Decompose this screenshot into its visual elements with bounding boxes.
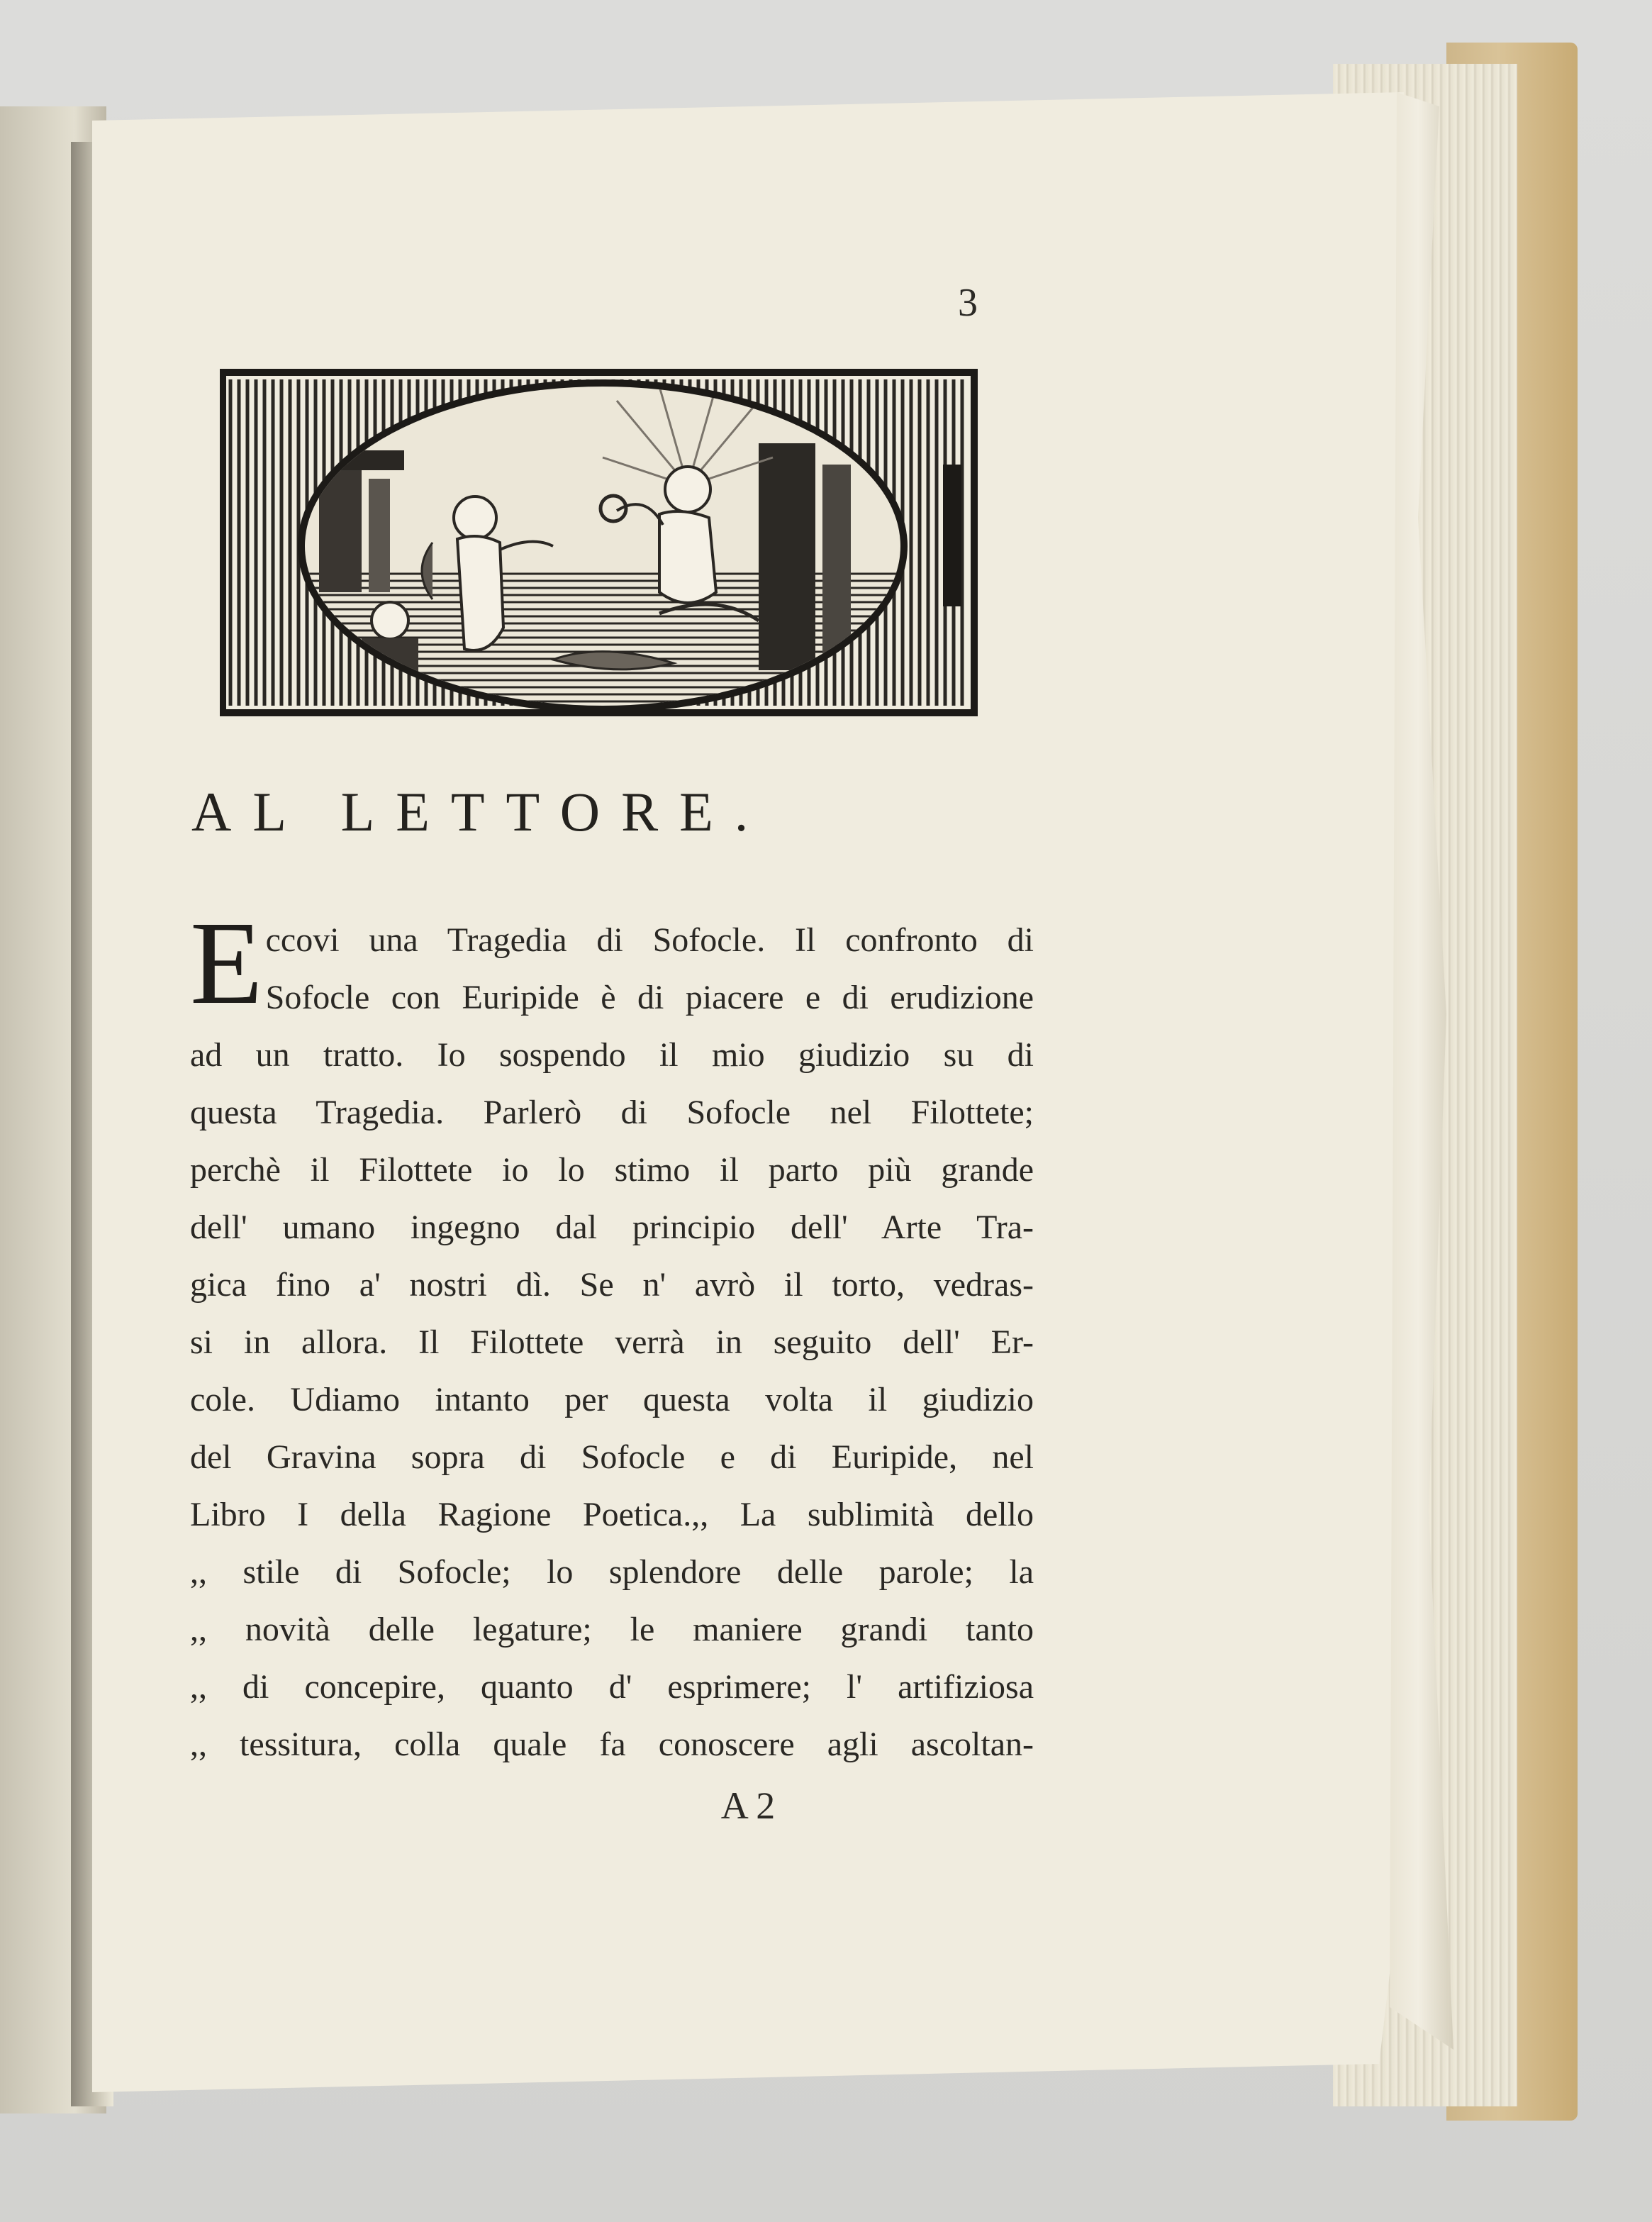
text-line: ,, di concepire, quanto d' esprimere; l' artifiziosa (190, 1668, 1034, 1706)
text-line: questa Tragedia. Parlerò di Sofocle nel Filottete; (190, 1094, 1034, 1131)
body-text (190, 897, 1034, 1773)
page-number: 3 (958, 281, 978, 325)
text-line: Libro I della Ragione Poetica.,, La sublimità dello (190, 1496, 1034, 1533)
text-line: cole. Udiamo intanto per questa volta il giudizio (190, 1381, 1034, 1418)
text-line: ,, novità delle legature; le maniere grandi tanto (190, 1611, 1034, 1648)
text-line: gica fino a' nostri dì. Se n' avrò il torto, vedras- (190, 1266, 1034, 1304)
drop-cap: E (190, 897, 263, 1029)
text-line: dell' umano ingegno dal principio dell' Arte Tra- (190, 1209, 1034, 1246)
text-line: ,, tessitura, colla quale fa conoscere agli ascoltan- (190, 1726, 1034, 1763)
text-line: del Gravina sopra di Sofocle e di Euripide, nel (190, 1438, 1034, 1476)
text-line: Sofocle con Euripide è di piacere e di erudizione (265, 979, 1034, 1016)
text-line: ad un tratto. Io sospendo il mio giudizio su di (190, 1036, 1034, 1074)
text-line: si in allora. Il Filottete verrà in seguito dell' Er- (190, 1323, 1034, 1361)
section-heading: AL LETTORE. (191, 781, 770, 843)
text-line: perchè il Filottete io lo stimo il parto più grande (190, 1151, 1034, 1189)
text-line: ccovi una Tragedia di Sofocle. Il confronto di (265, 921, 1034, 959)
signature-mark: A 2 (720, 1784, 776, 1827)
woodcut-vignette (220, 358, 978, 727)
text-line: ,, stile di Sofocle; lo splendore delle parole; la (190, 1553, 1034, 1591)
